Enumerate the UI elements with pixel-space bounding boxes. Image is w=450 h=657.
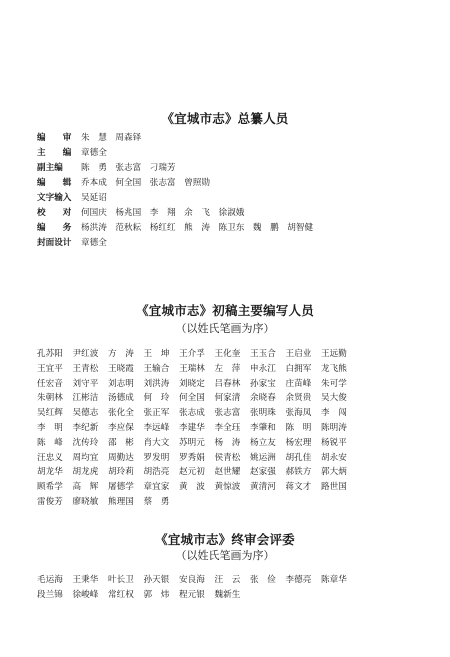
name-entry: 王介孚 bbox=[179, 349, 205, 359]
name-entry: 王玉合 bbox=[250, 349, 276, 359]
role-label: 副主编 bbox=[37, 163, 63, 173]
name-entry: 左 萍 bbox=[214, 363, 241, 374]
role-row bbox=[37, 236, 313, 251]
name-entry: 王化奎 bbox=[214, 349, 241, 359]
role-label: 编 辑 bbox=[37, 178, 72, 188]
role-row bbox=[37, 206, 313, 221]
role-label: 封面设计 bbox=[37, 238, 72, 248]
name-entry: 程元银 bbox=[179, 589, 205, 600]
name-entry: 杨锐平 bbox=[321, 437, 347, 448]
name-entry: 孔苏阳 bbox=[37, 349, 63, 359]
name-entry: 郭 炜 bbox=[143, 589, 170, 600]
name-entry bbox=[357, 362, 393, 377]
role-names: 陈 勇 张志富 刁瑞芳 bbox=[81, 163, 176, 173]
role-names: 乔本成 何全国 张志富 曾照勋 bbox=[81, 178, 210, 188]
name-entry bbox=[357, 573, 393, 588]
name-entry: 刘晓定 bbox=[179, 378, 205, 389]
name-entry: 章宜家 bbox=[143, 482, 170, 493]
section3-subtitle: （以姓氏笔画为序） bbox=[175, 549, 275, 562]
name-entry: 姚运洲 bbox=[250, 452, 276, 463]
name-entry: 张志成 bbox=[179, 408, 205, 419]
name-entry: 胡龙华 bbox=[37, 467, 63, 478]
name-entry: 余晓春 bbox=[250, 393, 276, 404]
role-row bbox=[37, 176, 313, 191]
name-entry: 杨宏理 bbox=[285, 437, 312, 448]
name-entry: 张正军 bbox=[143, 408, 170, 419]
role-names: 章德全 bbox=[81, 148, 107, 158]
name-entry: 汤德成 bbox=[108, 393, 134, 404]
name-entry: 叶长卫 bbox=[108, 575, 134, 585]
section2-subtitle: （以姓氏笔画为序） bbox=[175, 322, 275, 335]
name-entry: 王输合 bbox=[143, 363, 170, 374]
section3-title: 《宜城市志》终审会评委 bbox=[155, 532, 295, 547]
drafting-staff-grid bbox=[37, 347, 392, 510]
name-entry: 胡龙虎 bbox=[72, 467, 99, 478]
name-entry: 何全国 bbox=[179, 393, 205, 404]
name-entry bbox=[357, 391, 393, 406]
name-entry: 朱朝林 bbox=[37, 393, 63, 404]
name-entry: 李远峰 bbox=[143, 422, 170, 433]
name-entry: 周勤达 bbox=[108, 452, 134, 463]
name-entry: 余贤贵 bbox=[285, 393, 312, 404]
name-entry: 黄 波 bbox=[179, 482, 205, 493]
name-entry: 侯青松 bbox=[214, 452, 241, 463]
name-entry: 杨 涛 bbox=[214, 437, 241, 448]
name-entry: 龙飞熊 bbox=[321, 363, 347, 374]
name-entry: 蔡 勇 bbox=[143, 496, 170, 507]
name-entry: 邵 彬 bbox=[108, 437, 134, 448]
name-entry: 吴德志 bbox=[72, 408, 99, 419]
name-entry: 王 坤 bbox=[143, 349, 170, 359]
name-entry: 熊理国 bbox=[108, 496, 134, 507]
name-entry: 杨立友 bbox=[250, 437, 276, 448]
name-entry: 黄清河 bbox=[250, 482, 276, 493]
name-entry: 王宜平 bbox=[37, 363, 63, 374]
name-entry: 胡浩亮 bbox=[143, 467, 170, 478]
name-entry: 刘守平 bbox=[72, 378, 99, 389]
name-entry: 吴大俊 bbox=[321, 393, 347, 404]
role-row bbox=[37, 191, 313, 206]
name-entry: 方 涛 bbox=[108, 349, 134, 359]
editorial-staff-list bbox=[37, 131, 313, 251]
name-entry: 汪 云 bbox=[214, 575, 241, 585]
name-entry bbox=[357, 347, 393, 362]
name-entry: 王秉华 bbox=[72, 575, 99, 585]
role-row bbox=[37, 221, 313, 236]
role-label: 编 审 bbox=[37, 133, 72, 143]
name-entry: 赵家强 bbox=[250, 467, 276, 478]
name-entry: 王启业 bbox=[285, 349, 312, 359]
name-entry: 毛运海 bbox=[37, 575, 63, 585]
name-entry: 任宏音 bbox=[37, 378, 63, 389]
name-entry: 李肇和 bbox=[250, 422, 276, 433]
role-label: 编 务 bbox=[37, 223, 72, 233]
name-entry: 罗发明 bbox=[143, 452, 170, 463]
name-entry: 吴红辉 bbox=[37, 408, 63, 419]
name-entry: 陈章华 bbox=[321, 575, 347, 585]
name-entry: 李 闯 bbox=[321, 408, 347, 419]
name-entry: 周均宜 bbox=[72, 452, 99, 463]
name-entry: 刘洪涛 bbox=[143, 378, 170, 389]
name-entry: 李 明 bbox=[37, 422, 63, 433]
name-entry: 郭大炳 bbox=[321, 467, 347, 478]
name-entry: 王青松 bbox=[72, 363, 99, 374]
name-entry: 庄苗峰 bbox=[285, 378, 312, 389]
section1-title: 《宜城市志》总纂人员 bbox=[161, 111, 289, 126]
name-entry: 李德亮 bbox=[285, 575, 312, 585]
name-entry: 何家清 bbox=[214, 393, 241, 404]
name-entry: 胡孔佳 bbox=[285, 452, 312, 463]
role-names: 何国庆 杨兆国 李 翔 余 飞 徐淑娥 bbox=[81, 208, 245, 218]
name-entry: 刘志明 bbox=[108, 378, 134, 389]
name-entry: 安良海 bbox=[179, 575, 205, 585]
name-entry: 郝铁方 bbox=[285, 467, 312, 478]
role-label: 校 对 bbox=[37, 208, 72, 218]
name-entry: 雷俊芳 bbox=[37, 496, 63, 507]
name-entry: 李应保 bbox=[108, 422, 134, 433]
review-committee-grid bbox=[37, 573, 392, 603]
name-entry: 何 玲 bbox=[143, 393, 170, 404]
name-entry: 屠德学 bbox=[108, 482, 134, 493]
name-entry: 白拥军 bbox=[285, 363, 312, 374]
name-entry: 胡永安 bbox=[321, 452, 347, 463]
role-row bbox=[37, 131, 313, 146]
name-entry: 路世国 bbox=[321, 482, 347, 493]
role-names: 朱 慧 周森铎 bbox=[81, 133, 142, 143]
name-entry: 李全珏 bbox=[214, 422, 241, 433]
role-names: 吴延诏 bbox=[81, 193, 107, 203]
name-entry: 孙天银 bbox=[143, 575, 170, 585]
name-entry: 张化全 bbox=[108, 408, 134, 419]
name-entry: 申永江 bbox=[250, 363, 276, 374]
name-entry: 赵世耀 bbox=[214, 467, 241, 478]
name-entry: 陈明涛 bbox=[321, 422, 347, 433]
name-entry: 肖大文 bbox=[143, 437, 170, 448]
name-entry bbox=[357, 465, 393, 480]
name-entry: 高 辉 bbox=[72, 482, 99, 493]
name-entry: 苏明元 bbox=[179, 437, 205, 448]
name-entry: 胡玲莉 bbox=[108, 467, 134, 478]
name-entry bbox=[357, 377, 393, 392]
name-entry: 蒋文才 bbox=[285, 482, 312, 493]
name-entry: 王瑞林 bbox=[179, 363, 205, 374]
name-entry: 徐峻峰 bbox=[72, 589, 99, 600]
role-label: 文字输入 bbox=[37, 193, 72, 203]
name-entry: 张明珠 bbox=[250, 408, 276, 419]
name-entry bbox=[357, 480, 393, 495]
name-entry: 江彬洁 bbox=[72, 393, 99, 404]
role-names: 章德全 bbox=[81, 238, 107, 248]
name-entry: 孙家宝 bbox=[250, 378, 276, 389]
role-row bbox=[37, 146, 313, 161]
name-entry: 王晓霞 bbox=[108, 363, 134, 374]
name-entry bbox=[357, 421, 393, 436]
name-entry: 赵元初 bbox=[179, 467, 205, 478]
role-label: 主 编 bbox=[37, 148, 72, 158]
name-entry: 李纪新 bbox=[72, 422, 99, 433]
name-entry: 吕春林 bbox=[214, 378, 241, 389]
name-entry: 汪忠义 bbox=[37, 452, 63, 463]
name-entry: 张海凤 bbox=[285, 408, 312, 419]
name-entry: 尹红波 bbox=[72, 349, 99, 359]
name-entry: 廖晓敏 bbox=[72, 496, 99, 507]
name-entry: 朱可学 bbox=[321, 378, 347, 389]
name-entry: 罗秀娟 bbox=[179, 452, 205, 463]
name-entry: 魏新生 bbox=[214, 589, 241, 600]
name-entry bbox=[357, 436, 393, 451]
name-entry: 陈 明 bbox=[285, 422, 312, 433]
name-entry: 顾希学 bbox=[37, 482, 63, 493]
name-entry: 李建华 bbox=[179, 422, 205, 433]
section2-title: 《宜城市志》初稿主要编写人员 bbox=[136, 303, 314, 318]
name-entry: 张 俭 bbox=[250, 575, 276, 585]
role-names: 杨洪涛 范秋耘 杨红红 熊 涛 陈卫东 魏 鹏 胡智健 bbox=[81, 223, 314, 233]
role-row bbox=[37, 161, 313, 176]
name-entry: 段兰锦 bbox=[37, 589, 63, 600]
name-entry bbox=[357, 451, 393, 466]
name-entry: 沈传玲 bbox=[72, 437, 99, 448]
name-entry bbox=[357, 406, 393, 421]
name-entry: 王远勤 bbox=[321, 349, 347, 359]
name-entry: 张志富 bbox=[214, 408, 241, 419]
name-entry: 黄惊波 bbox=[214, 482, 241, 493]
name-entry: 陈 峰 bbox=[37, 437, 63, 448]
name-entry: 常红权 bbox=[108, 589, 134, 600]
